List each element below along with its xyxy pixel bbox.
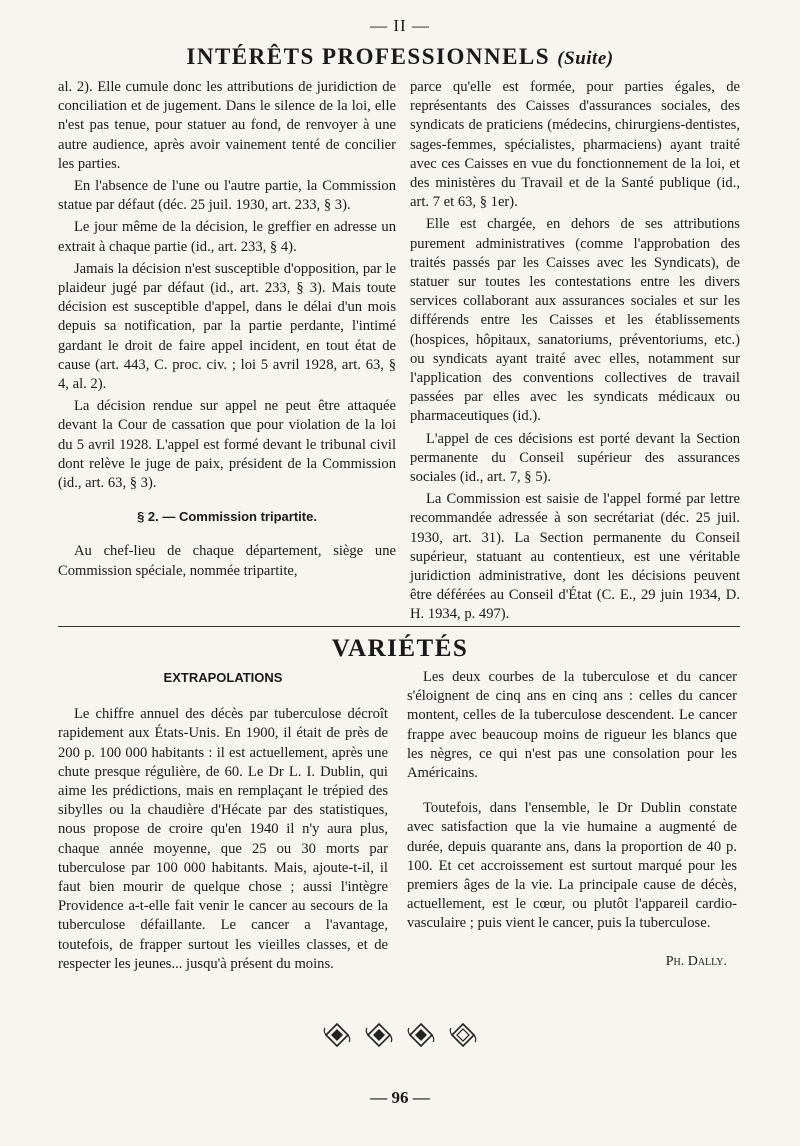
ornament-icon	[448, 1022, 478, 1048]
paragraph: al. 2). Elle cumule donc les attributions de juridiction de conciliation et de jugement. Dans le silence de la loi, elle n'est pas tenue, pour statuer au fond, de renvoyer à une autre audience, après avoir vainement tenté de concilier les parties.	[58, 79, 396, 172]
varietes-title: VARIÉTÉS	[331, 635, 469, 662]
paragraph: Toutefois, dans l'ensemble, le Dr Dublin constate avec satisfaction que la vie humaine a augmenté de durée, depuis quarante ans, dans la proportion de 40 p. 100. Et cet accroissement est surtout marqué pour les premiers âges de la vie. La principale cause de décès, actuellement, est le cœur, ou plutôt l'appareil cardio-vasculaire ; puis vient le cancer, puis la tuberculose.	[407, 800, 737, 932]
ornament-icon	[322, 1022, 352, 1048]
subsection-heading: § 2. — Commission tripartite.	[137, 509, 317, 525]
paragraph: Les deux courbes de la tuberculose et du cancer s'éloignent de cinq ans en cinq ans : celles du cancer montent, celles de la tuberculose descendent. Le cancer frappe avec beaucoup moins de rigueur les blancs que les nègres, ce qui n'est pas une consolation pour les Américains.	[407, 669, 737, 782]
title-suite: (Suite)	[557, 48, 614, 69]
paragraph: L'appel de ces décisions est porté devant la Section permanente du Conseil supérieur des assurances sociales (id., art. 7, § 5).	[410, 430, 740, 486]
section-divider	[58, 626, 740, 627]
author-signature: Ph. Dally.	[665, 953, 727, 969]
page-title	[0, 44, 800, 70]
ornament-icon	[364, 1022, 394, 1048]
article-title: EXTRAPOLATIONS	[163, 670, 283, 685]
paragraph: Jamais la décision n'est susceptible d'opposition, par le plaideur jugé par défaut (id., art. 233, § 3). Mais toute décision est susceptible d'appel, dans le délai d'un mois depuis sa notification, par la partie perdante, l'intimé gardant le droit de faire appel incident, en tout état de cause (art. 443, C. proc. civ. ; loi 5 avril 1928, art. 63, § 4, al. 2).	[58, 260, 396, 393]
paragraph: Au chef-lieu de chaque département, siège une Commission spéciale, nommée tripartite,	[58, 543, 396, 579]
right-column	[410, 78, 740, 628]
paragraph: En l'absence de l'une ou l'autre partie, la Commission statue par défaut (déc. 25 juil. 1930, art. 233, § 3).	[58, 178, 396, 214]
section-number: — II —	[370, 16, 430, 35]
paragraph: La décision rendue sur appel ne peut être attaquée devant la Cour de cassation que pour violation de la loi du 5 avril 1928. L'appel est formé devant le tribunal civil dont relève le juge de paix, président de la Commission (id., art. 63, § 3).	[58, 398, 396, 492]
paragraph: parce qu'elle est formée, pour parties égales, de représentants des Caisses d'assurances sociales, des syndicats de praticiens (médecins, chirurgiens-dentistes, sages-femmes, spécialistes, pharmaciens) ayant traité avec ces Caisses en vue du fonctionnement de la loi, et des ministères du Travail et de la Santé publique (id., art. 7 et 63, § 1er).	[410, 79, 740, 211]
paragraph: La Commission est saisie de l'appel formé par lettre recommandée adressée à son secrétariat (déc. 25 juil. 1930, art. 31). La Section permanente du Conseil supérieur, statuant au contentieux, est une véritable juridiction administrative, dont les décisions peuvent être déférées au Conseil d'État (C. E., 29 juin 1934, D. H. 1934, p. 497).	[410, 491, 740, 623]
ornament-row	[0, 1022, 800, 1048]
title-text: INTÉRÊTS PROFESSIONNELS	[186, 44, 551, 69]
ornament-icon	[406, 1022, 436, 1048]
paragraph: Le chiffre annuel des décès par tuberculose décroît rapidement aux États-Unis. En 1900, il était de près de 200 p. 100 000 habitants : il est actuellement, après une chute presque régulière, de 60. Le Dr L. I. Dublin, qui aime les prédictions, mais en remplaçant le trépied des sibylles ou la chaudière d'Hécate par des statistiques, nous propose de croire qu'en 1940 il n'y aura plus, chaque année moyenne, que 25 ou 30 morts par tuberculose par 100 000 habitants. Mais, ajoute-t-il, il faut bien mourir de quelque chose ; aussi l'intègre Providence a-t-elle fait venir le cancer au secours de la tuberculose défaillante. Le cancer a l'avantage, toutefois, de frapper surtout les vieilles classes, et de respecter les jeunes... jusqu'à présent du moins.	[58, 706, 388, 972]
paragraph: Le jour même de la décision, le greffier en adresse un extrait à chaque partie (id., art. 233, § 4).	[58, 219, 396, 255]
varietes-right-column	[407, 668, 737, 971]
paragraph: Elle est chargée, en dehors de ses attributions purement administratives (comme l'approbation des traités passés par les Caisses avec les Syndicats), de statuer sur toutes les contestations entre les divers services collaborant aux assurances sociales et sur les différends entre les Caisses et les établissements (hospices, hôpitaux, sanatoriums, préventoriums, etc.) ou syndicats ayant traité avec elles, notamment sur l'application des conventions collectives de travail passées par elles avec les syndicats médicaux ou pharmaceutiques (id.).	[410, 216, 740, 425]
varietes-left-column	[58, 668, 388, 977]
page-number: — 96 —	[370, 1088, 430, 1107]
left-column	[58, 78, 396, 584]
